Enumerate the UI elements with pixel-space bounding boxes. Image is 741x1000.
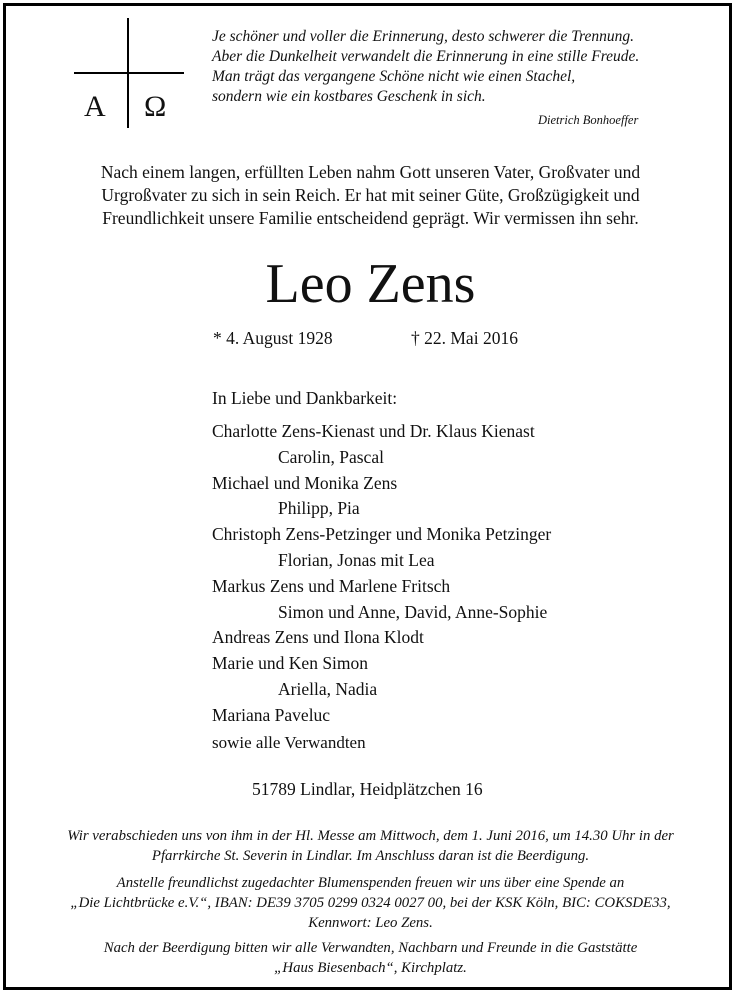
- family-heading: In Liebe und Dankbarkeit:: [212, 388, 398, 408]
- deceased-name: Leo Zens: [265, 253, 476, 315]
- notice-line: „Die Lichtbrücke e.V.“, IBAN: DE39 3705 0299 0324 0027 00, bei der KSK Köln, BIC: COKSDE33,: [70, 895, 671, 911]
- intro-text: [40, 161, 701, 230]
- notice-line: Pfarrkirche St. Severin in Lindlar. Im Anschluss daran ist die Beerdigung.: [151, 848, 590, 864]
- quote-author: Dietrich Bonhoeffer: [538, 113, 639, 127]
- gathering-notice: [14, 938, 727, 978]
- notice-line: Anstelle freundlichst zugedachter Blumenspenden freuen wir uns über eine Spende an: [116, 875, 625, 891]
- funeral-mass-notice: [14, 826, 727, 866]
- family-member: Christoph Zens-Petzinger und Monika Petzinger: [212, 524, 552, 545]
- quote-line: sondern wie ein kostbares Geschenk in sich.: [212, 88, 486, 105]
- death-date: † 22. Mai 2016: [411, 328, 518, 348]
- family-member: Michael und Monika Zens: [212, 472, 398, 493]
- cross-horizontal-bar: [74, 72, 184, 74]
- family-list: [212, 387, 551, 729]
- relatives-line: sowie alle Verwandten: [212, 733, 366, 752]
- family-member: Markus Zens und Marlene Fritsch: [212, 575, 451, 596]
- alpha-symbol: Α: [84, 90, 106, 123]
- quote-line: Je schöner und voller die Erinnerung, desto schwerer die Trennung.: [212, 28, 635, 45]
- notice-line: Kennwort: Leo Zens.: [308, 915, 433, 931]
- family-children: Florian, Jonas mit Lea: [278, 549, 435, 570]
- intro-line: Freundlichkeit unsere Familie entscheidend geprägt. Wir vermissen ihn sehr.: [102, 208, 639, 228]
- family-children: Carolin, Pascal: [278, 446, 384, 467]
- birth-date: * 4. August 1928: [213, 328, 333, 348]
- family-member: Andreas Zens und Ilona Klodt: [212, 627, 424, 648]
- donation-notice: [14, 873, 727, 933]
- notice-line: „Haus Biesenbach“, Kirchplatz.: [274, 960, 467, 976]
- family-address: 51789 Lindlar, Heidplätzchen 16: [252, 779, 483, 799]
- intro-line: Urgroßvater zu sich in sein Reich. Er hat mit seiner Güte, Großzügigkeit und: [101, 185, 640, 205]
- family-children: Simon und Anne, David, Anne-Sophie: [278, 601, 548, 622]
- family-member: Mariana Paveluc: [212, 704, 331, 725]
- family-children: Philipp, Pia: [278, 498, 360, 519]
- family-children: Ariella, Nadia: [278, 678, 378, 699]
- family-member: Charlotte Zens-Kienast und Dr. Klaus Kienast: [212, 421, 535, 441]
- bonhoeffer-quote: [212, 27, 639, 107]
- omega-symbol: Ω: [144, 90, 167, 123]
- notice-line: Wir verabschieden uns von ihm in der Hl. Messe am Mittwoch, dem 1. Juni 2016, um 14.30 Uhr in der: [67, 828, 674, 844]
- notice-line: Nach der Beerdigung bitten wir alle Verwandten, Nachbarn und Freunde in die Gaststätte: [103, 940, 638, 956]
- intro-line: Nach einem langen, erfüllten Leben nahm Gott unseren Vater, Großvater und: [100, 162, 641, 182]
- quote-line: Aber die Dunkelheit verwandelt die Erinnerung in eine stille Freude.: [212, 48, 640, 65]
- family-member: Marie und Ken Simon: [212, 653, 369, 674]
- quote-line: Man trägt das vergangene Schöne nicht wie einen Stachel,: [212, 68, 576, 85]
